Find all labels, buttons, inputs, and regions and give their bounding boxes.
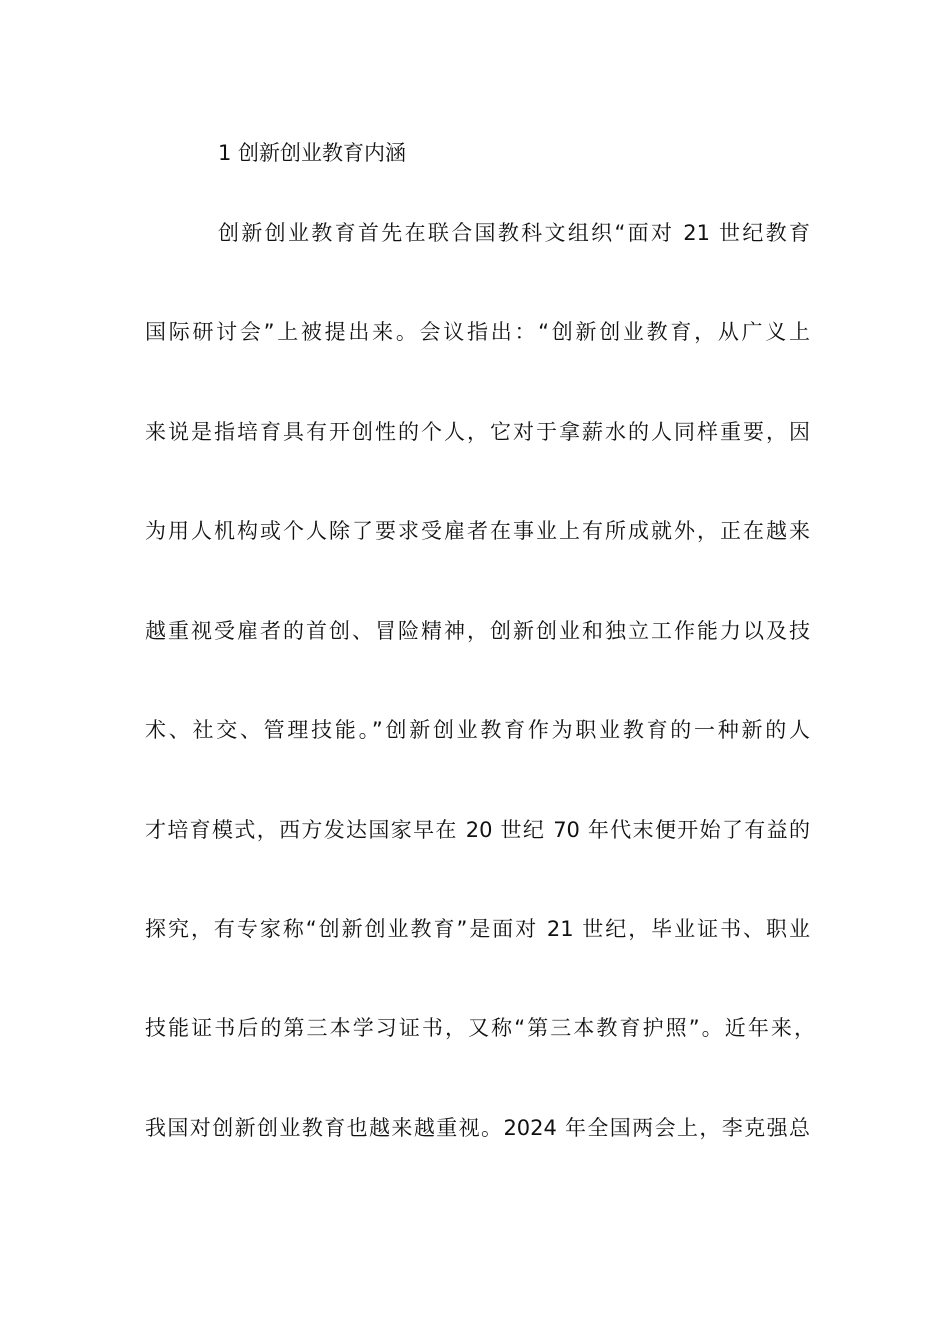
paragraph-line: 技能证书后的第三本学习证书，又称“第三本教育护照”。近年来，	[145, 1016, 815, 1040]
paragraph-line: 来说是指培育具有开创性的个人，它对于拿薪水的人同样重要，因	[145, 420, 810, 444]
paragraph-line: 越重视受雇者的首创、冒险精神，创新创业和独立工作能力以及技	[145, 619, 810, 643]
paragraph-line: 国际研讨会”上被提出来。会议指出：“创新创业教育，从广义上	[145, 320, 810, 344]
paragraph-line: 我国对创新创业教育也越来越重视。2024 年全国两会上，李克强总	[145, 1116, 810, 1140]
section-heading: 1 创新创业教育内涵	[218, 141, 407, 165]
paragraph-line: 为用人机构或个人除了要求受雇者在事业上有所成就外，正在越来	[145, 519, 810, 543]
paragraph-line: 才培育模式，西方发达国家早在 20 世纪 70 年代末便开始了有益的	[145, 818, 810, 842]
paragraph-line: 创新创业教育首先在联合国教科文组织“面对 21 世纪教育	[218, 221, 810, 245]
paragraph-line: 探究，有专家称“创新创业教育”是面对 21 世纪，毕业证书、职业	[145, 917, 810, 941]
paragraph-line: 术、社交、管理技能。”创新创业教育作为职业教育的一种新的人	[145, 718, 810, 742]
